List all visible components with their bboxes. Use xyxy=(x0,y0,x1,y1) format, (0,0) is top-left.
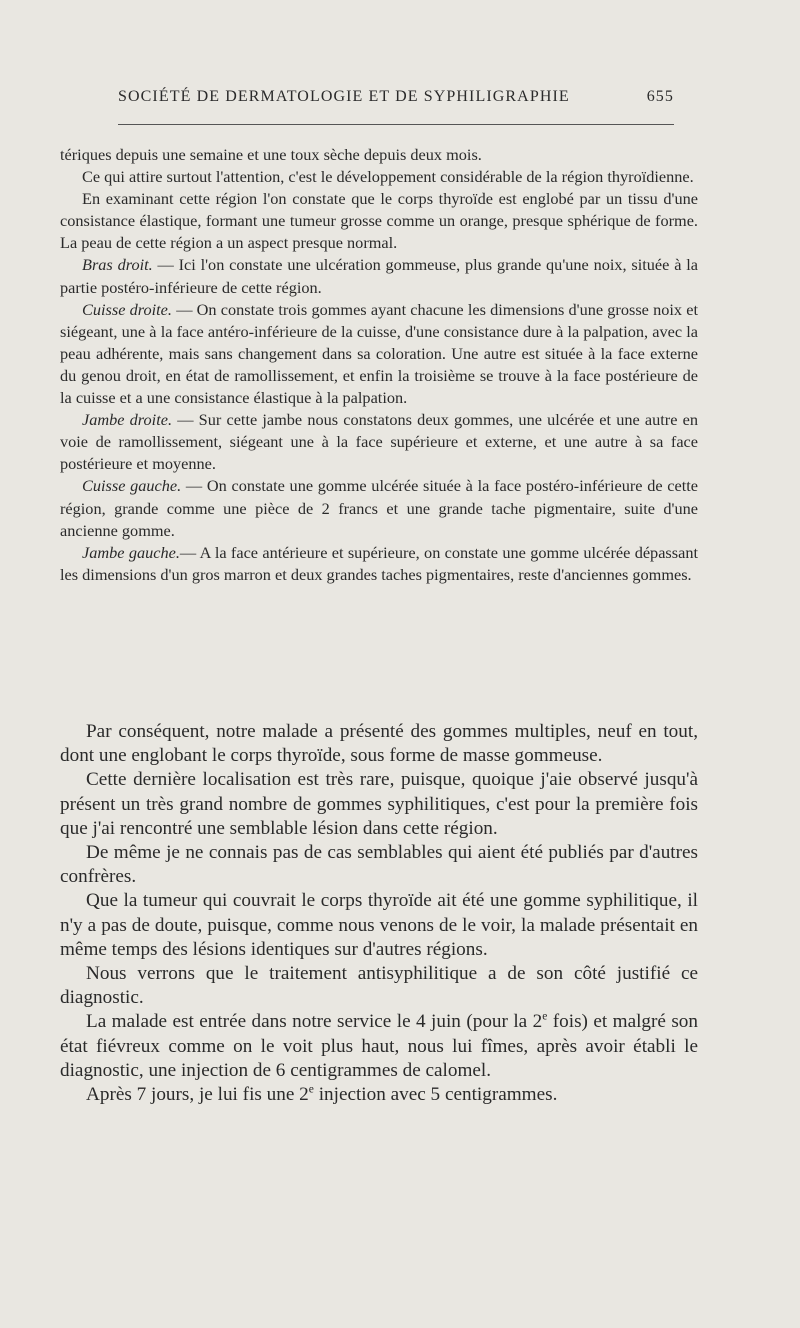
paragraph-bras-droit xyxy=(60,254,698,298)
body-cuisse-gauche: — On constate une gomme ulcérée située à la face postéro-inférieure de cette région, grande comme une pièce de 2 francs et une grande tache pigmentaire, suite d'une ancienne gomme. xyxy=(60,476,699,540)
paragraph-rare-localisation: Cette dernière localisation est très rare, puisque, quoique j'aie observé jusqu'à présent un très grand nombre de gommes syphilitiques, c'est pour la première fois que j'ai rencontré une semblable lésion dans cette région. xyxy=(60,769,698,839)
paragraph-second-injection xyxy=(60,1083,698,1107)
paragraph-conclusion: Par conséquent, notre malade a présenté des gommes multiples, neuf en tout, dont une englobant le corps thyroïde, sous forme de masse gommeuse. xyxy=(60,721,698,767)
body-jambe-gauche: — A la face antérieure et supérieure, on constate une gomme ulcérée dépassant les dimensions d'un gros marron et deux grandes taches pigmentaires, reste d'anciennes gommes. xyxy=(60,542,698,584)
paragraph-cuisse-gauche xyxy=(60,475,698,541)
body-bras-droit: — Ici l'on constate une ulcération gommeuse, plus grande qu'une noix, située à la partie postéro-inférieure de cette région. xyxy=(60,255,698,297)
injection-part-1: Après 7 jours, je lui fis une 2 xyxy=(86,1084,309,1106)
paragraph-jambe-droite xyxy=(60,409,698,475)
admission-part-2: fois) et malgré son état fiévreux comme on le voit plus haut, nous lui fîmes, après avoir établi le diagnostic, une injection de 6 centigrammes de calomel. xyxy=(60,1011,698,1081)
case-description xyxy=(60,144,698,586)
paragraph-thyroid-attention: Ce qui attire surtout l'attention, c'est le développement considérable de la région thyroïdienne. xyxy=(82,167,694,187)
paragraph-continued: tériques depuis une semaine et une toux sèche depuis deux mois. xyxy=(60,145,482,164)
ordinal-superscript: e xyxy=(542,1011,548,1024)
lead-cuisse-droite: Cuisse droite. xyxy=(82,299,172,319)
lead-jambe-droite: Jambe droite. xyxy=(82,410,173,430)
ordinal-superscript: e xyxy=(308,1083,314,1096)
paragraph-treatment: Nous verrons que le traitement antisyphilitique a de son côté justifié ce diagnostic. xyxy=(60,963,698,1009)
admission-part-1: La malade est entrée dans notre service le 4 juin (pour la 2 xyxy=(86,1011,543,1033)
body-cuisse-droite: — On constate trois gommes ayant chacune les dimensions d'une grosse noix et siégeant, une à la face antéro-inférieure de la cuisse, d'une consistance dure à la palpation, avec la peau adhérente, mais sans changement dans sa coloration. Une autre est située à la face externe du genou droit, en état de ramollissement, et enfin la troisième se trouve à la face postérieure de la cuisse et a une consistance élastique à la palpation. xyxy=(60,299,698,408)
body-jambe-droite: — Sur cette jambe nous constatons deux gommes, une ulcérée et une autre en voie de ramollissement, siégeant une à la face supérieure et externe, et une autre à sa face postérieure et moyenne. xyxy=(60,410,698,474)
paragraph-jambe-gauche xyxy=(60,542,698,586)
injection-part-2: injection avec 5 centigrammes. xyxy=(313,1084,558,1106)
discussion xyxy=(60,720,698,1107)
running-header xyxy=(118,88,674,106)
header-rule xyxy=(118,124,674,125)
paragraph-syphilitic-gumma: Que la tumeur qui couvrait le corps thyroïde ait été une gomme syphilitique, il n'y a pas de doute, puisque, comme nous venons de le voir, la malade présentait en même temps des lésions identiques sur d'autres régions. xyxy=(60,890,698,960)
lead-bras-droit: Bras droit. xyxy=(82,255,153,275)
paragraph-thyroid-exam: En examinant cette région l'on constate que le corps thyroïde est englobé par un tissu d'une consistance élastique, formant une tumeur grosse comme un orange, presque sphérique de forme. La peau de cette région a un aspect presque normal. xyxy=(60,189,698,253)
paragraph-cuisse-droite xyxy=(60,299,698,409)
lead-jambe-gauche: Jambe gauche. xyxy=(82,542,180,562)
paragraph-no-similar-cases: De même je ne connais pas de cas semblables qui aient été publiés par d'autres confrères. xyxy=(60,842,698,888)
paragraph-admission xyxy=(60,1010,698,1083)
lead-cuisse-gauche: Cuisse gauche. xyxy=(82,476,182,496)
page-number: 655 xyxy=(646,88,674,105)
running-title: SOCIÉTÉ DE DERMATOLOGIE ET DE SYPHILIGRAPHIE xyxy=(118,88,570,105)
